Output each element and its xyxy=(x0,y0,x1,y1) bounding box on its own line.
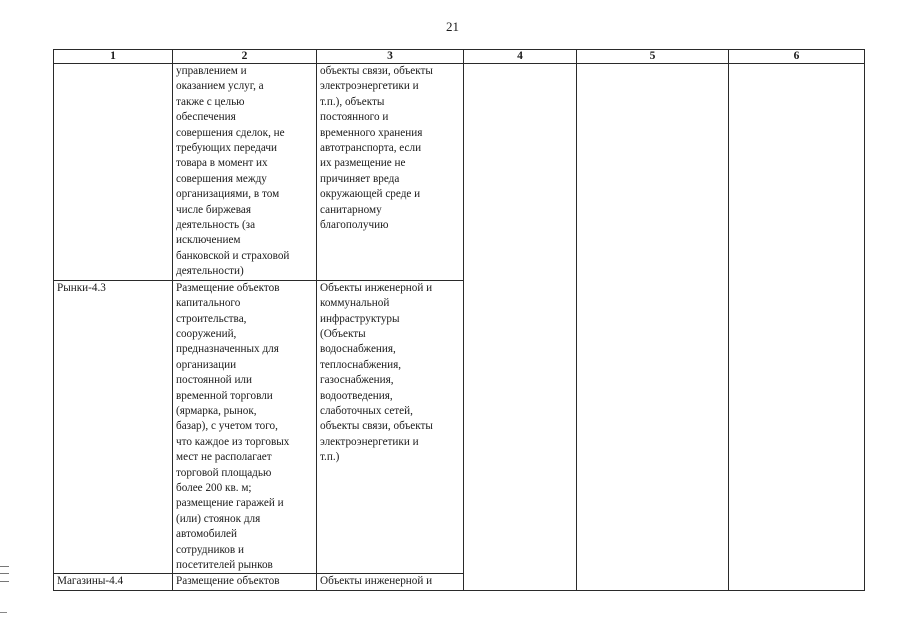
page-number: 21 xyxy=(446,19,459,34)
land-use-table xyxy=(53,49,865,591)
cell-auxiliary-objects: объекты связи, объекты электроэнергетики и т.п.), объекты постоянного и временного хранения автотранспорта, если их размещение не причиняет вреда окружающей среде и санитарному благополучию xyxy=(317,64,464,281)
cell-col-6-empty xyxy=(729,64,865,591)
cell-use-description: управлением и оказанием услуг, а также с целью обеспечения совершения сделок, не требующих передачи товара в момент их совершения между организациями, в том числе биржевая деятельность (за исключением банковской и страховой деятельности) xyxy=(173,64,317,281)
header-col-1: 1 xyxy=(54,50,173,64)
scan-edge-tick xyxy=(0,612,7,613)
cell-use-name: Магазины-4.4 xyxy=(54,574,173,590)
cell-use-description: Размещение объектов капитального строительства, сооружений, предназначенных для организации постоянной или временной торговли (ярмарка, рынок, базар), с учетом того, что каждое из торговых мест не располагает торговой площадью более 200 кв. м; размещение гаражей и (или) стоянок для автомобилей сотрудников и посетителей рынков xyxy=(173,280,317,574)
header-col-3: 3 xyxy=(317,50,464,64)
scan-edge-mark xyxy=(0,566,9,582)
cell-auxiliary-objects: Объекты инженерной и коммунальной инфраструктуры (Объекты водоснабжения, теплоснабжения, газоснабжения, водоотведения, слаботочных сетей, объекты связи, объекты электроэнергетики и т.п.) xyxy=(317,280,464,574)
header-col-5: 5 xyxy=(577,50,729,64)
cell-use-name: Рынки-4.3 xyxy=(54,280,173,574)
header-row xyxy=(54,50,865,64)
header-col-6: 6 xyxy=(729,50,865,64)
cell-use-description: Размещение объектов xyxy=(173,574,317,590)
header-col-2: 2 xyxy=(173,50,317,64)
cell-col-4-empty xyxy=(464,64,577,591)
cell-col-5-empty xyxy=(577,64,729,591)
table-row xyxy=(54,64,865,281)
cell-auxiliary-objects: Объекты инженерной и xyxy=(317,574,464,590)
cell-use-name xyxy=(54,64,173,281)
header-col-4: 4 xyxy=(464,50,577,64)
